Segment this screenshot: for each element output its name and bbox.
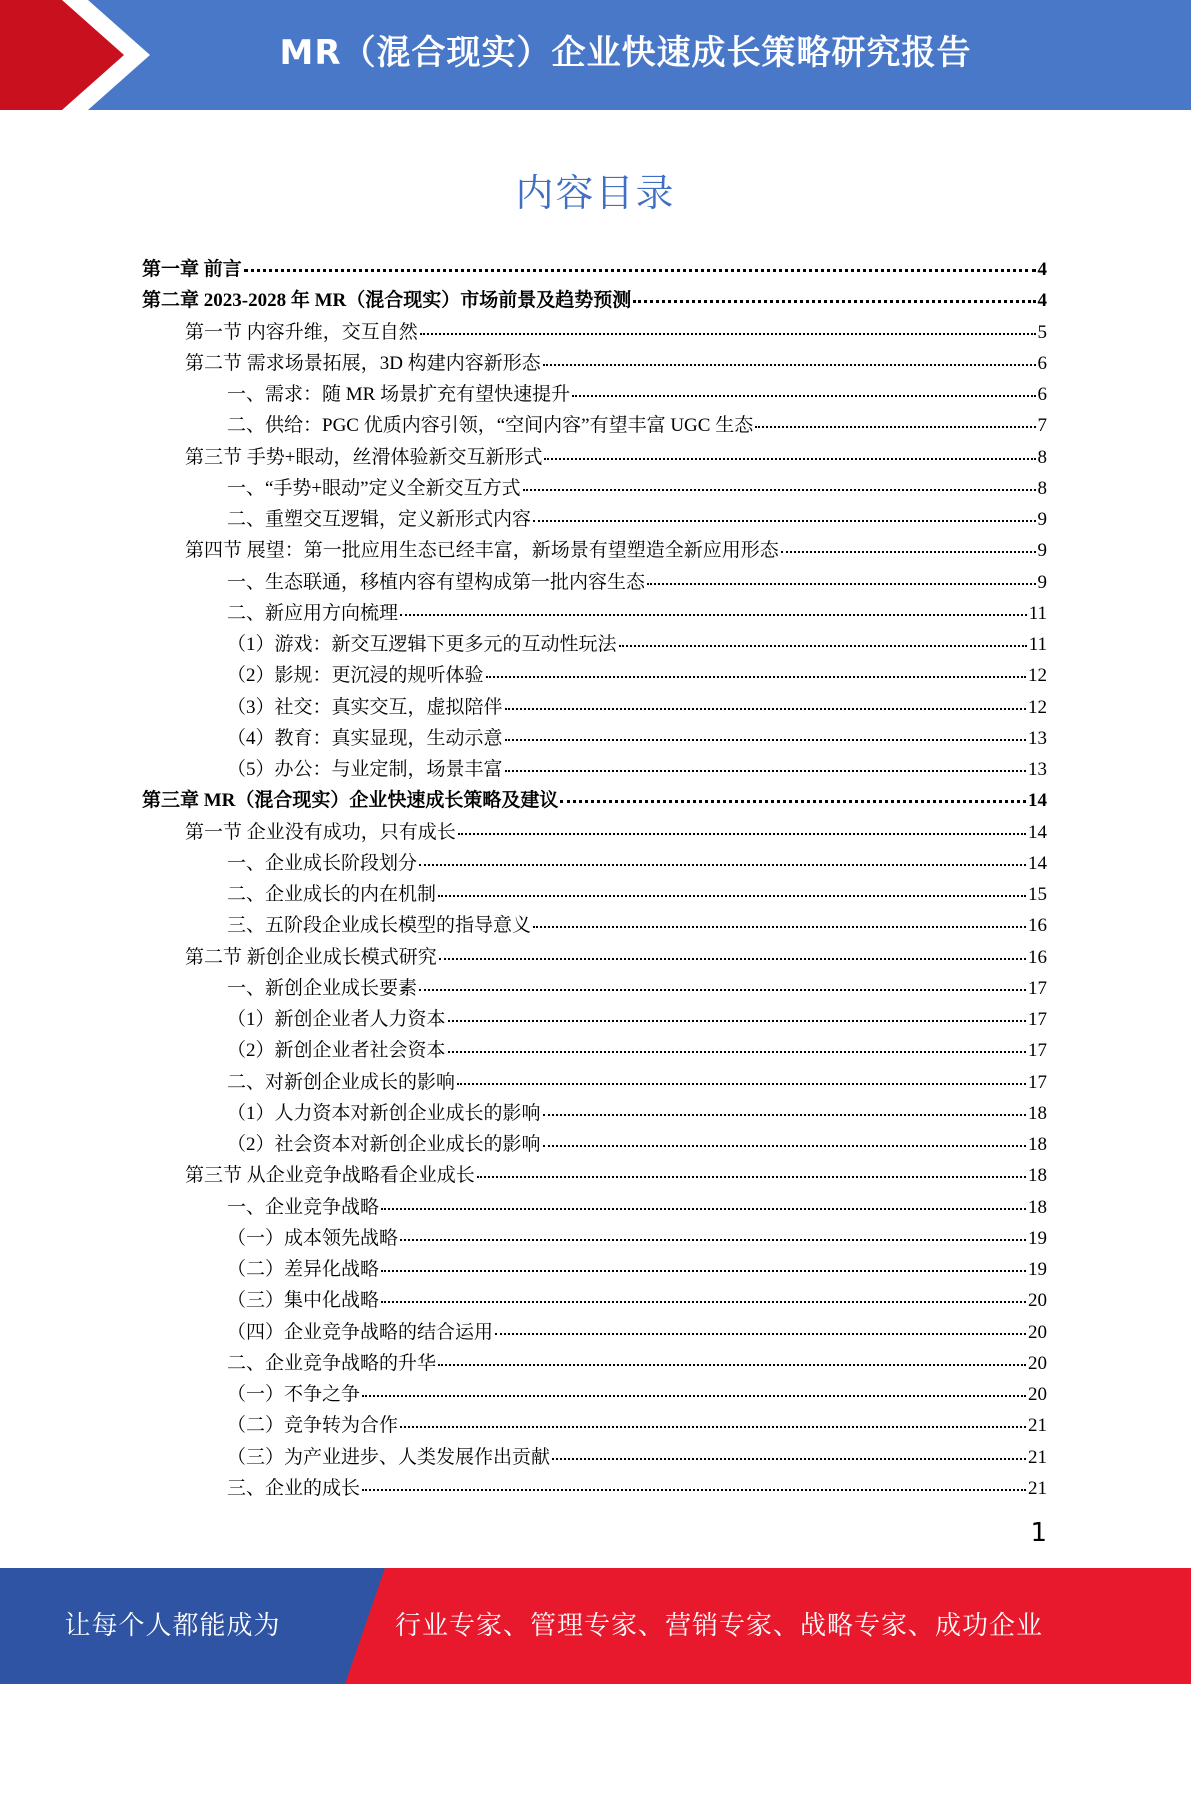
toc-leader-dots <box>419 863 1026 866</box>
footer-roles: 行业专家、管理专家、营销专家、战略专家、成功企业家…… <box>395 1611 1044 1756</box>
toc-entry-page: 18 <box>1028 1134 1047 1155</box>
toc-leader-dots <box>552 1457 1026 1460</box>
toc-leader-dots <box>419 988 1026 991</box>
toc-leader-dots <box>755 425 1035 428</box>
toc-entry[interactable] <box>142 1098 1047 1129</box>
toc-entry-page: 9 <box>1037 571 1047 593</box>
toc-entry-text: （二）差异化战略 <box>227 1259 380 1280</box>
toc-leader-dots <box>381 1207 1026 1210</box>
toc-entry-page: 9 <box>1037 509 1047 530</box>
toc-entry-page: 20 <box>1028 1352 1047 1374</box>
toc-entry-text: 第一章 前言 <box>142 259 242 280</box>
toc-entry[interactable] <box>142 1129 1047 1160</box>
toc-leader-dots <box>544 457 1035 460</box>
toc-leader-dots <box>533 519 1035 522</box>
toc-heading: 内容目录 <box>515 171 676 215</box>
toc-entry-text: （2）社会资本对新创企业成长的影响 <box>227 1134 541 1155</box>
toc-entry-text: （1）人力资本对新创企业成长的影响 <box>227 1102 541 1124</box>
toc-entry-page: 17 <box>1028 977 1047 999</box>
toc-entry[interactable] <box>142 254 1047 285</box>
toc-entry-text: （一）不争之争 <box>227 1384 361 1405</box>
toc-entry[interactable] <box>142 567 1047 598</box>
toc-entry-text: （4）教育：真实显现，生动示意 <box>227 727 503 749</box>
toc-entry-text: （二）竞争转为合作 <box>227 1415 399 1437</box>
toc-entry[interactable] <box>142 1223 1047 1254</box>
toc-entry[interactable] <box>142 1160 1047 1191</box>
toc-entry-text: 一、企业竞争战略 <box>227 1196 380 1218</box>
toc-entry-page: 13 <box>1028 759 1047 780</box>
toc-entry[interactable] <box>142 1317 1047 1348</box>
toc-leader-dots <box>439 957 1026 960</box>
toc-entry-text: 第三章 MR（混合现实）企业快速成长策略及建议 <box>142 790 559 812</box>
toc-leader-dots <box>505 738 1026 741</box>
toc-entry[interactable] <box>142 1473 1047 1504</box>
toc-entry-page: 12 <box>1028 696 1047 718</box>
toc-entry-text: （三）集中化战略 <box>227 1290 380 1312</box>
toc-entry-text: 第二节 需求场景拓展，3D 构建内容新形态 <box>185 352 541 374</box>
toc-entry[interactable] <box>142 1004 1047 1035</box>
toc-entry-page: 18 <box>1028 1102 1047 1124</box>
toc-entry-text: （三）为产业进步、人类发展作出贡献 <box>227 1446 551 1468</box>
toc-entry-page: 4 <box>1037 290 1047 312</box>
footer-slogan: 让每个人都能成为 <box>64 1611 281 1640</box>
toc-entry-text: 二、供给：PGC 优质内容引领，“空间内容”有望丰富 UGC 生态 <box>227 415 754 437</box>
toc-entry[interactable] <box>142 1192 1047 1223</box>
toc-entry-text: （四）企业竞争战略的结合运用 <box>227 1321 494 1343</box>
toc-entry[interactable] <box>142 379 1047 410</box>
toc-leader-dots <box>362 1488 1026 1491</box>
toc-entry-text: 第二章 2023-2028 年 MR（混合现实）市场前景及趋势预测 <box>142 290 632 312</box>
toc-leader-dots <box>244 268 1036 272</box>
toc-entry-text: 第一节 企业没有成功，只有成长 <box>185 821 456 843</box>
toc-entry[interactable] <box>142 1348 1047 1379</box>
toc-entry[interactable] <box>142 910 1047 941</box>
toc-entry-text: 第一节 内容升维，交互自然 <box>185 321 418 343</box>
toc-entry-text: （5）办公：与业定制，场景丰富 <box>227 759 503 780</box>
toc-entry-text: 三、企业的成长 <box>227 1477 361 1499</box>
toc-entry[interactable] <box>142 1410 1047 1441</box>
toc-entry-text: 二、新应用方向梳理 <box>227 602 399 624</box>
toc-entry[interactable] <box>142 504 1047 535</box>
toc-entry-page: 21 <box>1028 1446 1047 1468</box>
toc-entry[interactable] <box>142 1067 1047 1098</box>
toc-leader-dots <box>523 488 1036 491</box>
toc-entry[interactable] <box>142 535 1047 566</box>
toc-entry[interactable] <box>142 723 1047 754</box>
toc-entry-page: 8 <box>1037 446 1047 468</box>
toc-entry[interactable] <box>142 754 1047 785</box>
toc-leader-dots <box>448 1019 1026 1022</box>
toc-entry[interactable] <box>142 629 1047 660</box>
toc-entry-page: 20 <box>1028 1290 1047 1312</box>
toc-entry-page: 13 <box>1028 727 1047 749</box>
toc-entry-text: 第三节 从企业竞争战略看企业成长 <box>185 1165 475 1187</box>
toc-entry-page: 5 <box>1037 321 1047 343</box>
toc-entry-page: 19 <box>1028 1227 1047 1249</box>
toc-entry-page: 11 <box>1028 634 1047 655</box>
toc-entry-page: 18 <box>1028 1196 1047 1218</box>
toc-leader-dots <box>560 799 1026 803</box>
toc-entry[interactable] <box>142 942 1047 973</box>
toc-leader-dots <box>438 894 1026 897</box>
toc-entry-text: 二、企业成长的内在机制 <box>227 884 437 905</box>
toc-entry[interactable] <box>142 1035 1047 1066</box>
toc-entry-page: 21 <box>1028 1477 1047 1499</box>
toc-entry[interactable] <box>142 785 1047 816</box>
toc-entry[interactable] <box>142 1442 1047 1473</box>
toc-entry-text: 一、需求：随 MR 场景扩充有望快速提升 <box>227 384 571 405</box>
toc-entry-page: 15 <box>1028 884 1047 905</box>
toc-entry-text: （3）社交：真实交互，虚拟陪伴 <box>227 696 503 718</box>
toc-leader-dots <box>400 613 1027 616</box>
toc-entry-page: 14 <box>1028 821 1047 843</box>
report-title: MR（混合现实）企业快速成长策略研究报告 <box>279 33 972 73</box>
toc-entry-page: 17 <box>1028 1071 1047 1093</box>
page-number: 1 <box>1030 1518 1047 1548</box>
toc-entry-page: 8 <box>1037 477 1047 499</box>
toc-entry-page: 20 <box>1028 1321 1047 1343</box>
toc-leader-dots <box>438 1363 1026 1366</box>
toc-leader-dots <box>381 1269 1026 1272</box>
toc-entry-page: 19 <box>1028 1259 1047 1280</box>
toc-entry[interactable] <box>142 317 1047 348</box>
toc-entry-text: 第二节 新创企业成长模式研究 <box>185 946 437 968</box>
toc-leader-dots <box>543 363 1036 366</box>
table-of-contents <box>142 254 1047 1504</box>
toc-entry-text: （2）新创企业者社会资本 <box>227 1040 446 1062</box>
toc-entry[interactable] <box>142 973 1047 1004</box>
toc-entry-page: 6 <box>1037 384 1047 405</box>
toc-entry-page: 16 <box>1028 915 1047 937</box>
toc-leader-dots <box>505 769 1026 772</box>
toc-entry[interactable] <box>142 879 1047 910</box>
toc-leader-dots <box>477 1175 1026 1178</box>
toc-leader-dots <box>400 1425 1026 1428</box>
toc-entry-text: 二、企业竞争战略的升华 <box>227 1352 437 1374</box>
toc-entry-text: 一、企业成长阶段划分 <box>227 852 418 874</box>
toc-entry[interactable] <box>142 442 1047 473</box>
toc-entry-page: 17 <box>1028 1040 1047 1062</box>
toc-entry[interactable] <box>142 692 1047 723</box>
toc-entry[interactable] <box>142 817 1047 848</box>
toc-leader-dots <box>647 582 1035 585</box>
toc-entry-page: 6 <box>1037 352 1047 374</box>
toc-entry-page: 20 <box>1028 1384 1047 1405</box>
toc-entry-text: 第四节 展望：第一批应用生态已经丰富，新场景有望塑造全新应用形态 <box>185 540 779 562</box>
page-header <box>0 0 1191 110</box>
toc-leader-dots <box>381 1300 1026 1303</box>
toc-leader-dots <box>505 707 1026 710</box>
toc-entry-text: 一、新创企业成长要素 <box>227 977 418 999</box>
toc-leader-dots <box>781 550 1036 553</box>
toc-leader-dots <box>448 1050 1026 1053</box>
toc-entry-text: 二、重塑交互逻辑，定义新形式内容 <box>227 509 532 530</box>
toc-entry-text: （1）新创企业者人力资本 <box>227 1009 446 1030</box>
toc-entry[interactable] <box>142 1379 1047 1410</box>
toc-leader-dots <box>457 1082 1026 1085</box>
toc-leader-dots <box>543 1113 1026 1116</box>
toc-entry-text: 第三节 手势+眼动，丝滑体验新交互新形式 <box>185 446 543 468</box>
toc-entry[interactable] <box>142 1254 1047 1285</box>
toc-entry-page: 14 <box>1028 852 1047 874</box>
toc-entry-page: 7 <box>1037 415 1047 437</box>
toc-leader-dots <box>486 675 1026 678</box>
toc-entry[interactable] <box>142 660 1047 691</box>
toc-leader-dots <box>400 1238 1026 1241</box>
toc-entry[interactable] <box>142 1285 1047 1316</box>
toc-leader-dots <box>619 644 1027 647</box>
toc-leader-dots <box>533 925 1026 928</box>
toc-entry-text: 三、五阶段企业成长模型的指导意义 <box>227 915 532 937</box>
toc-entry-page: 9 <box>1037 540 1047 562</box>
toc-entry-page: 21 <box>1028 1415 1047 1437</box>
toc-leader-dots <box>458 832 1026 835</box>
toc-leader-dots <box>572 394 1035 397</box>
toc-entry-text: （2）影规：更沉浸的规听体验 <box>227 665 484 687</box>
toc-entry-page: 11 <box>1028 602 1047 624</box>
toc-entry[interactable] <box>142 285 1047 316</box>
toc-leader-dots <box>495 1332 1026 1335</box>
toc-entry[interactable] <box>142 473 1047 504</box>
page-footer <box>0 1568 1191 1756</box>
toc-entry[interactable] <box>142 410 1047 441</box>
toc-entry[interactable] <box>142 598 1047 629</box>
toc-entry-page: 14 <box>1028 790 1047 812</box>
toc-leader-dots <box>543 1144 1026 1147</box>
toc-entry-page: 17 <box>1028 1009 1047 1030</box>
toc-entry-text: （1）游戏：新交互逻辑下更多元的互动性玩法 <box>227 634 617 655</box>
toc-entry-page: 16 <box>1028 946 1047 968</box>
toc-entry-page: 4 <box>1037 259 1047 280</box>
toc-entry-text: 二、对新创企业成长的影响 <box>227 1071 456 1093</box>
toc-entry[interactable] <box>142 848 1047 879</box>
toc-entry-page: 18 <box>1028 1165 1047 1187</box>
toc-entry-text: 一、“手势+眼动”定义全新交互方式 <box>227 477 521 499</box>
toc-leader-dots <box>420 332 1036 335</box>
toc-entry-text: 一、生态联通，移植内容有望构成第一批内容生态 <box>227 571 646 593</box>
toc-entry-page: 12 <box>1028 665 1047 687</box>
toc-entry-text: （一）成本领先战略 <box>227 1227 399 1249</box>
toc-leader-dots <box>633 299 1035 303</box>
toc-leader-dots <box>362 1394 1026 1397</box>
toc-entry[interactable] <box>142 348 1047 379</box>
